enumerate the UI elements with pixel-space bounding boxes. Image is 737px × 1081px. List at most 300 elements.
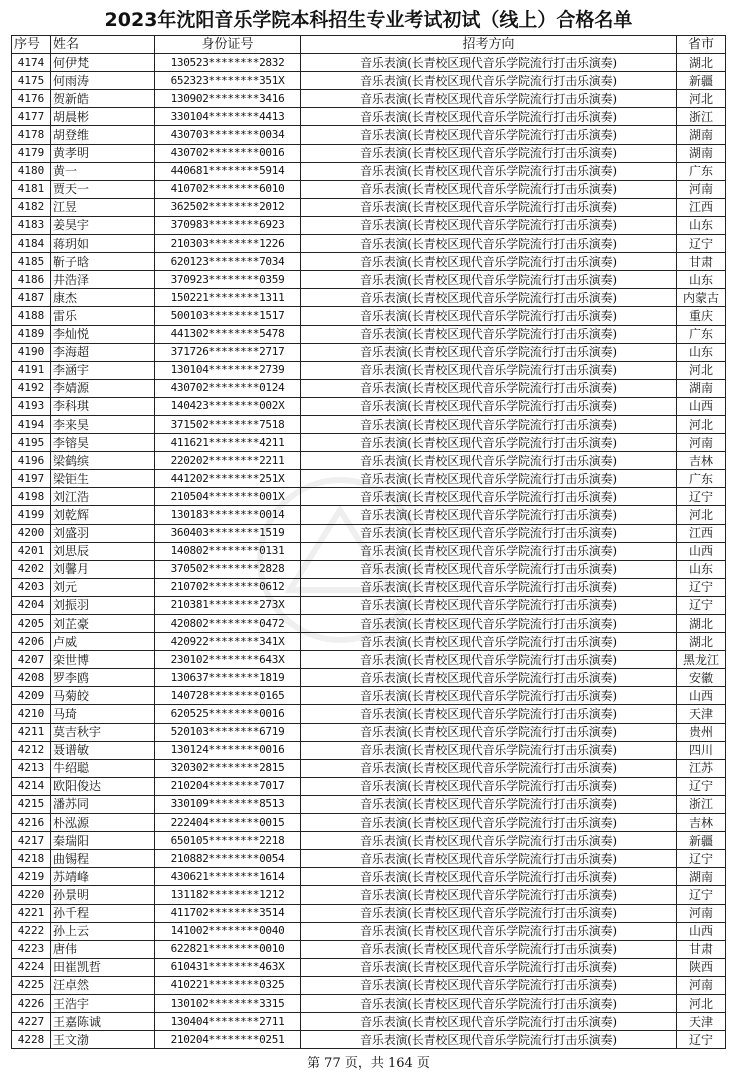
province-cell: 河北 (677, 994, 726, 1012)
id-number-cell: 150221********1311 (155, 289, 301, 307)
serial-cell: 4210 (12, 705, 51, 723)
table-row (12, 560, 726, 578)
province-cell: 山西 (677, 542, 726, 560)
direction-cell: 音乐表演(长青校区现代音乐学院流行打击乐演奏) (301, 289, 677, 307)
table-row (12, 633, 726, 651)
page-footer: 第 77 页，共 164 页 (307, 1056, 430, 1071)
direction-cell: 音乐表演(长青校区现代音乐学院流行打击乐演奏) (301, 253, 677, 271)
table-row (12, 180, 726, 198)
name-cell: 唐伟 (51, 940, 155, 958)
table-row (12, 795, 726, 813)
table-row (12, 524, 726, 542)
direction-cell: 音乐表演(长青校区现代音乐学院流行打击乐演奏) (301, 814, 677, 832)
direction-cell: 音乐表演(长青校区现代音乐学院流行打击乐演奏) (301, 90, 677, 108)
id-number-cell: 330104********4413 (155, 108, 301, 126)
serial-cell: 4181 (12, 180, 51, 198)
id-number-cell: 130637********1819 (155, 669, 301, 687)
name-cell: 孙千程 (51, 904, 155, 922)
serial-cell: 4199 (12, 506, 51, 524)
id-number-cell: 362502********2012 (155, 198, 301, 216)
province-cell: 辽宁 (677, 235, 726, 253)
name-cell: 井浩泽 (51, 271, 155, 289)
page-title: 2023年沈阳音乐学院本科招生专业考试初试（线上）合格名单 (104, 9, 633, 31)
direction-cell: 音乐表演(长青校区现代音乐学院流行打击乐演奏) (301, 651, 677, 669)
table-row (12, 868, 726, 886)
province-cell: 山东 (677, 216, 726, 234)
id-number-cell: 610431********463X (155, 958, 301, 976)
id-number-cell: 370983********6923 (155, 216, 301, 234)
table-row (12, 506, 726, 524)
id-number-cell: 420802********0472 (155, 615, 301, 633)
id-number-cell: 441202********251X (155, 470, 301, 488)
serial-cell: 4182 (12, 198, 51, 216)
direction-cell: 音乐表演(长青校区现代音乐学院流行打击乐演奏) (301, 271, 677, 289)
direction-cell: 音乐表演(长青校区现代音乐学院流行打击乐演奏) (301, 723, 677, 741)
table-row (12, 72, 726, 90)
id-number-cell: 371502********7518 (155, 415, 301, 433)
direction-cell: 音乐表演(长青校区现代音乐学院流行打击乐演奏) (301, 795, 677, 813)
name-cell: 朴泓源 (51, 814, 155, 832)
name-cell: 何伊梵 (51, 54, 155, 72)
id-number-cell: 410221********0325 (155, 976, 301, 994)
serial-cell: 4214 (12, 777, 51, 795)
id-number-cell: 652323********351X (155, 72, 301, 90)
direction-cell: 音乐表演(长青校区现代音乐学院流行打击乐演奏) (301, 615, 677, 633)
serial-cell: 4183 (12, 216, 51, 234)
table-row (12, 361, 726, 379)
name-cell: 王浩宇 (51, 994, 155, 1012)
header-serial: 序号 (12, 36, 51, 54)
province-cell: 吉林 (677, 814, 726, 832)
id-number-cell: 410702********6010 (155, 180, 301, 198)
province-cell: 甘肃 (677, 940, 726, 958)
serial-cell: 4208 (12, 669, 51, 687)
province-cell: 辽宁 (677, 1031, 726, 1049)
serial-cell: 4213 (12, 759, 51, 777)
table-row (12, 615, 726, 633)
direction-cell: 音乐表演(长青校区现代音乐学院流行打击乐演奏) (301, 741, 677, 759)
table-row (12, 271, 726, 289)
serial-cell: 4185 (12, 253, 51, 271)
province-cell: 河南 (677, 904, 726, 922)
table-row (12, 216, 726, 234)
name-cell: 刘乾辉 (51, 506, 155, 524)
serial-cell: 4188 (12, 307, 51, 325)
table-row (12, 235, 726, 253)
table-row (12, 596, 726, 614)
province-cell: 湖南 (677, 379, 726, 397)
id-number-cell: 210204********0251 (155, 1031, 301, 1049)
serial-cell: 4194 (12, 415, 51, 433)
province-cell: 山西 (677, 687, 726, 705)
name-cell: 李来昊 (51, 415, 155, 433)
serial-cell: 4187 (12, 289, 51, 307)
name-cell: 牛绍聪 (51, 759, 155, 777)
direction-cell: 音乐表演(长青校区现代音乐学院流行打击乐演奏) (301, 415, 677, 433)
direction-cell: 音乐表演(长青校区现代音乐学院流行打击乐演奏) (301, 235, 677, 253)
serial-cell: 4215 (12, 795, 51, 813)
table-row (12, 976, 726, 994)
serial-cell: 4223 (12, 940, 51, 958)
province-cell: 安徽 (677, 669, 726, 687)
table-row (12, 253, 726, 271)
province-cell: 辽宁 (677, 596, 726, 614)
id-number-cell: 420922********341X (155, 633, 301, 651)
header-name: 姓名 (51, 36, 155, 54)
province-cell: 天津 (677, 1013, 726, 1031)
table-row (12, 162, 726, 180)
name-cell: 孙上云 (51, 922, 155, 940)
serial-cell: 4176 (12, 90, 51, 108)
province-cell: 辽宁 (677, 886, 726, 904)
province-cell: 广东 (677, 162, 726, 180)
serial-cell: 4211 (12, 723, 51, 741)
id-number-cell: 130104********2739 (155, 361, 301, 379)
serial-cell: 4193 (12, 397, 51, 415)
direction-cell: 音乐表演(长青校区现代音乐学院流行打击乐演奏) (301, 850, 677, 868)
serial-cell: 4203 (12, 578, 51, 596)
name-cell: 李海超 (51, 343, 155, 361)
serial-cell: 4217 (12, 832, 51, 850)
name-cell: 贺新皓 (51, 90, 155, 108)
id-number-cell: 371726********2717 (155, 343, 301, 361)
province-cell: 湖北 (677, 615, 726, 633)
id-number-cell: 140728********0165 (155, 687, 301, 705)
direction-cell: 音乐表演(长青校区现代音乐学院流行打击乐演奏) (301, 307, 677, 325)
name-cell: 李灿悦 (51, 325, 155, 343)
table-row (12, 723, 726, 741)
name-cell: 江昱 (51, 198, 155, 216)
name-cell: 栾世博 (51, 651, 155, 669)
name-cell: 刘芷豪 (51, 615, 155, 633)
name-cell: 罗李鸥 (51, 669, 155, 687)
table-row (12, 1013, 726, 1031)
name-cell: 梁钜生 (51, 470, 155, 488)
table-row (12, 289, 726, 307)
id-number-cell: 130183********0014 (155, 506, 301, 524)
id-number-cell: 131182********1212 (155, 886, 301, 904)
id-number-cell: 430621********1614 (155, 868, 301, 886)
serial-cell: 4195 (12, 434, 51, 452)
name-cell: 胡晨彬 (51, 108, 155, 126)
serial-cell: 4175 (12, 72, 51, 90)
id-number-cell: 210381********273X (155, 596, 301, 614)
province-cell: 河北 (677, 415, 726, 433)
province-cell: 辽宁 (677, 578, 726, 596)
serial-cell: 4190 (12, 343, 51, 361)
province-cell: 辽宁 (677, 488, 726, 506)
table-row (12, 343, 726, 361)
table-row (12, 307, 726, 325)
name-cell: 刘元 (51, 578, 155, 596)
name-cell: 李科琪 (51, 397, 155, 415)
table-row (12, 922, 726, 940)
province-cell: 新疆 (677, 832, 726, 850)
direction-cell: 音乐表演(长青校区现代音乐学院流行打击乐演奏) (301, 397, 677, 415)
id-number-cell: 230102********643X (155, 651, 301, 669)
name-cell: 胡登维 (51, 126, 155, 144)
direction-cell: 音乐表演(长青校区现代音乐学院流行打击乐演奏) (301, 162, 677, 180)
name-cell: 潘苏同 (51, 795, 155, 813)
id-number-cell: 210303********1226 (155, 235, 301, 253)
direction-cell: 音乐表演(长青校区现代音乐学院流行打击乐演奏) (301, 633, 677, 651)
serial-cell: 4222 (12, 922, 51, 940)
name-cell: 黄孝明 (51, 144, 155, 162)
direction-cell: 音乐表演(长青校区现代音乐学院流行打击乐演奏) (301, 361, 677, 379)
name-cell: 李婧源 (51, 379, 155, 397)
province-cell: 新疆 (677, 72, 726, 90)
name-cell: 刘馨月 (51, 560, 155, 578)
province-cell: 江苏 (677, 759, 726, 777)
id-number-cell: 210882********0054 (155, 850, 301, 868)
name-cell: 梁鹤缤 (51, 452, 155, 470)
serial-cell: 4192 (12, 379, 51, 397)
name-cell: 马琦 (51, 705, 155, 723)
id-number-cell: 210204********7017 (155, 777, 301, 795)
id-number-cell: 222404********0015 (155, 814, 301, 832)
name-cell: 李涵宇 (51, 361, 155, 379)
province-cell: 山西 (677, 922, 726, 940)
province-cell: 山东 (677, 343, 726, 361)
direction-cell: 音乐表演(长青校区现代音乐学院流行打击乐演奏) (301, 506, 677, 524)
province-cell: 辽宁 (677, 777, 726, 795)
serial-cell: 4204 (12, 596, 51, 614)
table-row (12, 958, 726, 976)
direction-cell: 音乐表演(长青校区现代音乐学院流行打击乐演奏) (301, 216, 677, 234)
id-number-cell: 620123********7034 (155, 253, 301, 271)
name-cell: 王嘉陈诚 (51, 1013, 155, 1031)
id-number-cell: 320302********2815 (155, 759, 301, 777)
id-number-cell: 140802********0131 (155, 542, 301, 560)
province-cell: 江西 (677, 524, 726, 542)
direction-cell: 音乐表演(长青校区现代音乐学院流行打击乐演奏) (301, 452, 677, 470)
id-number-cell: 440681********5914 (155, 162, 301, 180)
province-cell: 贵州 (677, 723, 726, 741)
serial-cell: 4191 (12, 361, 51, 379)
header-id-number: 身份证号 (155, 36, 301, 54)
table-row (12, 144, 726, 162)
name-cell: 莫吉秋宇 (51, 723, 155, 741)
table-row (12, 777, 726, 795)
province-cell: 山东 (677, 560, 726, 578)
id-number-cell: 411702********3514 (155, 904, 301, 922)
direction-cell: 音乐表演(长青校区现代音乐学院流行打击乐演奏) (301, 1031, 677, 1049)
province-cell: 河南 (677, 976, 726, 994)
direction-cell: 音乐表演(长青校区现代音乐学院流行打击乐演奏) (301, 325, 677, 343)
name-cell: 刘盛羽 (51, 524, 155, 542)
direction-cell: 音乐表演(长青校区现代音乐学院流行打击乐演奏) (301, 596, 677, 614)
table-row (12, 108, 726, 126)
direction-cell: 音乐表演(长青校区现代音乐学院流行打击乐演奏) (301, 560, 677, 578)
direction-cell: 音乐表演(长青校区现代音乐学院流行打击乐演奏) (301, 832, 677, 850)
direction-cell: 音乐表演(长青校区现代音乐学院流行打击乐演奏) (301, 1013, 677, 1031)
id-number-cell: 130523********2832 (155, 54, 301, 72)
id-number-cell: 430703********0034 (155, 126, 301, 144)
table-row (12, 994, 726, 1012)
id-number-cell: 130102********3315 (155, 994, 301, 1012)
direction-cell: 音乐表演(长青校区现代音乐学院流行打击乐演奏) (301, 958, 677, 976)
province-cell: 河北 (677, 506, 726, 524)
name-cell: 李镕昊 (51, 434, 155, 452)
serial-cell: 4206 (12, 633, 51, 651)
name-cell: 康杰 (51, 289, 155, 307)
name-cell: 汪卓然 (51, 976, 155, 994)
serial-cell: 4212 (12, 741, 51, 759)
table-row (12, 904, 726, 922)
direction-cell: 音乐表演(长青校区现代音乐学院流行打击乐演奏) (301, 108, 677, 126)
id-number-cell: 650105********2218 (155, 832, 301, 850)
serial-cell: 4174 (12, 54, 51, 72)
serial-cell: 4216 (12, 814, 51, 832)
serial-cell: 4218 (12, 850, 51, 868)
id-number-cell: 360403********1519 (155, 524, 301, 542)
table-row (12, 687, 726, 705)
province-cell: 重庆 (677, 307, 726, 325)
id-number-cell: 130404********2711 (155, 1013, 301, 1031)
table-header-row (12, 36, 726, 54)
table-row (12, 434, 726, 452)
name-cell: 黄一 (51, 162, 155, 180)
table-row (12, 741, 726, 759)
name-cell: 欧阳俊达 (51, 777, 155, 795)
direction-cell: 音乐表演(长青校区现代音乐学院流行打击乐演奏) (301, 705, 677, 723)
province-cell: 湖南 (677, 126, 726, 144)
province-cell: 河南 (677, 180, 726, 198)
direction-cell: 音乐表演(长青校区现代音乐学院流行打击乐演奏) (301, 180, 677, 198)
serial-cell: 4225 (12, 976, 51, 994)
table-row (12, 325, 726, 343)
name-cell: 蒋玥如 (51, 235, 155, 253)
province-cell: 四川 (677, 741, 726, 759)
table-row (12, 488, 726, 506)
table-row (12, 651, 726, 669)
direction-cell: 音乐表演(长青校区现代音乐学院流行打击乐演奏) (301, 379, 677, 397)
serial-cell: 4205 (12, 615, 51, 633)
table-row (12, 940, 726, 958)
id-number-cell: 430702********0124 (155, 379, 301, 397)
table-row (12, 379, 726, 397)
table-row (12, 832, 726, 850)
serial-cell: 4209 (12, 687, 51, 705)
province-cell: 山西 (677, 397, 726, 415)
table-row (12, 542, 726, 560)
name-cell: 曲锡程 (51, 850, 155, 868)
serial-cell: 4220 (12, 886, 51, 904)
direction-cell: 音乐表演(长青校区现代音乐学院流行打击乐演奏) (301, 976, 677, 994)
province-cell: 内蒙古 (677, 289, 726, 307)
name-cell: 苏靖峰 (51, 868, 155, 886)
name-cell: 聂谱敏 (51, 741, 155, 759)
name-cell: 王文渤 (51, 1031, 155, 1049)
direction-cell: 音乐表演(长青校区现代音乐学院流行打击乐演奏) (301, 669, 677, 687)
table-row (12, 126, 726, 144)
province-cell: 湖南 (677, 144, 726, 162)
province-cell: 甘肃 (677, 253, 726, 271)
serial-cell: 4178 (12, 126, 51, 144)
province-cell: 湖南 (677, 868, 726, 886)
table-row (12, 470, 726, 488)
name-cell: 靳子晗 (51, 253, 155, 271)
id-number-cell: 141002********0040 (155, 922, 301, 940)
direction-cell: 音乐表演(长青校区现代音乐学院流行打击乐演奏) (301, 198, 677, 216)
direction-cell: 音乐表演(长青校区现代音乐学院流行打击乐演奏) (301, 940, 677, 958)
name-cell: 刘振羽 (51, 596, 155, 614)
direction-cell: 音乐表演(长青校区现代音乐学院流行打击乐演奏) (301, 470, 677, 488)
table-row (12, 578, 726, 596)
province-cell: 辽宁 (677, 850, 726, 868)
serial-cell: 4179 (12, 144, 51, 162)
province-cell: 河北 (677, 361, 726, 379)
id-number-cell: 411621********4211 (155, 434, 301, 452)
direction-cell: 音乐表演(长青校区现代音乐学院流行打击乐演奏) (301, 542, 677, 560)
name-cell: 田崔凯哲 (51, 958, 155, 976)
table-row (12, 397, 726, 415)
serial-cell: 4219 (12, 868, 51, 886)
direction-cell: 音乐表演(长青校区现代音乐学院流行打击乐演奏) (301, 994, 677, 1012)
name-cell: 姜昊宇 (51, 216, 155, 234)
name-cell: 雷乐 (51, 307, 155, 325)
direction-cell: 音乐表演(长青校区现代音乐学院流行打击乐演奏) (301, 759, 677, 777)
table-row (12, 415, 726, 433)
id-number-cell: 220202********2211 (155, 452, 301, 470)
serial-cell: 4227 (12, 1013, 51, 1031)
province-cell: 湖北 (677, 633, 726, 651)
direction-cell: 音乐表演(长青校区现代音乐学院流行打击乐演奏) (301, 126, 677, 144)
serial-cell: 4196 (12, 452, 51, 470)
province-cell: 天津 (677, 705, 726, 723)
serial-cell: 4198 (12, 488, 51, 506)
serial-cell: 4180 (12, 162, 51, 180)
id-number-cell: 210504********001X (155, 488, 301, 506)
serial-cell: 4186 (12, 271, 51, 289)
id-number-cell: 370923********0359 (155, 271, 301, 289)
direction-cell: 音乐表演(长青校区现代音乐学院流行打击乐演奏) (301, 904, 677, 922)
serial-cell: 4184 (12, 235, 51, 253)
serial-cell: 4200 (12, 524, 51, 542)
province-cell: 广东 (677, 470, 726, 488)
id-number-cell: 130902********3416 (155, 90, 301, 108)
id-number-cell: 620525********0016 (155, 705, 301, 723)
id-number-cell: 441302********5478 (155, 325, 301, 343)
table-row (12, 850, 726, 868)
table-row (12, 669, 726, 687)
direction-cell: 音乐表演(长青校区现代音乐学院流行打击乐演奏) (301, 868, 677, 886)
direction-cell: 音乐表演(长青校区现代音乐学院流行打击乐演奏) (301, 54, 677, 72)
name-cell: 刘思辰 (51, 542, 155, 560)
province-cell: 湖北 (677, 54, 726, 72)
direction-cell: 音乐表演(长青校区现代音乐学院流行打击乐演奏) (301, 343, 677, 361)
province-cell: 浙江 (677, 108, 726, 126)
id-number-cell: 500103********1517 (155, 307, 301, 325)
name-cell: 贾天一 (51, 180, 155, 198)
name-cell: 刘江浩 (51, 488, 155, 506)
id-number-cell: 330109********8513 (155, 795, 301, 813)
id-number-cell: 370502********2828 (155, 560, 301, 578)
direction-cell: 音乐表演(长青校区现代音乐学院流行打击乐演奏) (301, 434, 677, 452)
candidate-table (11, 35, 726, 1049)
direction-cell: 音乐表演(长青校区现代音乐学院流行打击乐演奏) (301, 578, 677, 596)
name-cell: 马菊皎 (51, 687, 155, 705)
direction-cell: 音乐表演(长青校区现代音乐学院流行打击乐演奏) (301, 886, 677, 904)
table-row (12, 759, 726, 777)
id-number-cell: 622821********0010 (155, 940, 301, 958)
table-row (12, 814, 726, 832)
direction-cell: 音乐表演(长青校区现代音乐学院流行打击乐演奏) (301, 144, 677, 162)
direction-cell: 音乐表演(长青校区现代音乐学院流行打击乐演奏) (301, 524, 677, 542)
name-cell: 孙景明 (51, 886, 155, 904)
table-row (12, 886, 726, 904)
table-row (12, 90, 726, 108)
